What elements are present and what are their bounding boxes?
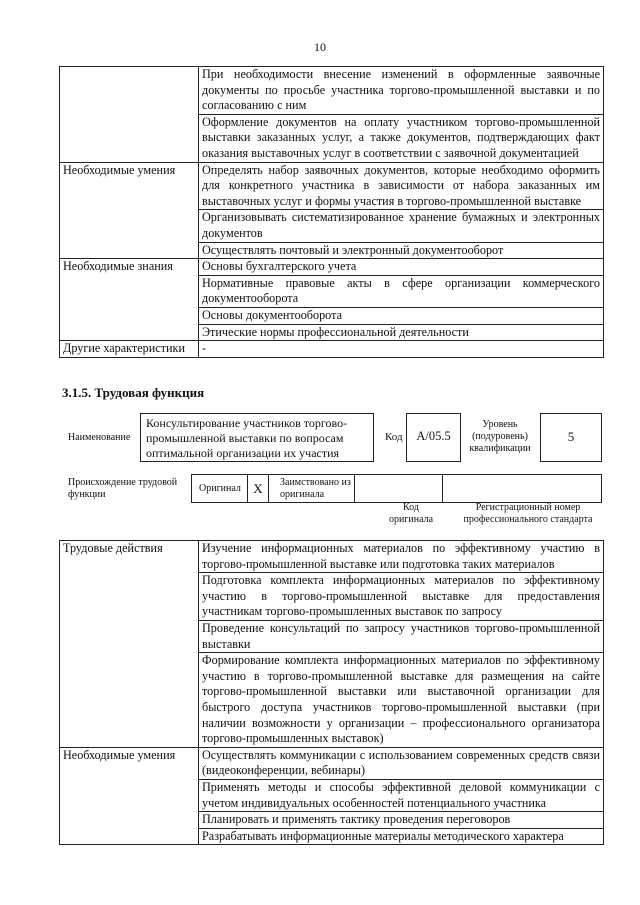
row-label-knowledge: Необходимые знания (60, 259, 199, 341)
level-value-box: 5 (540, 413, 602, 462)
row-cell: Формирование комплекта информационных материалов по эффективному участию в торгово-промышленной выставке для размещения на сайте торгово-промышленной выставки или выставочной организации для быстрого доступа участников торгово-промышленной выставки (при наличии возможности у организации – профессионального организатора торгово-промышленных выставок) (199, 653, 604, 748)
competency-table-continued (59, 66, 604, 358)
row-cell: При необходимости внесение изменений в оформленные заявочные документы по просьбе участника торгово-промышленной выставки и по согласованию с ним (199, 67, 604, 115)
row-cell: Организовывать систематизированное хранение бумажных и электронных документов (199, 210, 604, 242)
table-row (60, 747, 604, 779)
row-label (60, 67, 199, 163)
table-row (60, 162, 604, 210)
original-cell (191, 474, 248, 503)
code-original-label: Код оригинала (388, 502, 434, 525)
table-row (60, 541, 604, 573)
table-row (60, 67, 604, 115)
row-label-other: Другие характеристики (60, 341, 199, 358)
row-cell: Этические нормы профессиональной деятельности (199, 324, 604, 341)
original-label: Оригинал (199, 483, 241, 494)
section-title: 3.1.5. Трудовая функция (62, 385, 205, 400)
row-cell: Основы бухгалтерского учета (199, 259, 604, 276)
borrowed-cell (268, 474, 355, 503)
page-number: 10 (314, 40, 326, 54)
code-original-cell (354, 474, 443, 503)
row-cell: - (199, 341, 604, 358)
row-cell: Осуществлять коммуникации с использованием современных средств связи (видеоконференции, вебинары) (199, 747, 604, 779)
level-label: Уровень (подуровень) квалификации (469, 419, 531, 454)
row-cell: Проведение консультаций по запросу участников торгово-промышленной выставки (199, 620, 604, 652)
function-name-box: Консультирование участников торгово-промышленной выставки по вопросам оптимальной организации их участия (140, 413, 374, 462)
row-label-skills: Необходимые умения (60, 747, 199, 845)
row-cell: Применять методы и способы эффективной деловой коммуникации с учетом индивидуальных особенностей потенциального участника (199, 779, 604, 811)
row-cell: Изучение информационных материалов по эффективному участию в торгово-промышленной выставке или подготовка таких материалов (199, 541, 604, 573)
row-cell: Подготовка комплекта информационных материалов по эффективному участию в торгово-промышленной выставке для предоставления участникам торгово-промышленных выставок по запросу (199, 573, 604, 621)
row-cell: Осуществлять почтовый и электронный документооборот (199, 242, 604, 259)
row-cell: Планировать и применять тактику проведения переговоров (199, 812, 604, 829)
original-mark-cell: X (247, 474, 269, 503)
row-label-skills: Необходимые умения (60, 162, 199, 259)
row-cell: Оформление документов на оплату участником торгово-промышленной выставки заказанных услуг, а также документов, подтверждающих факт оказания выставочных услуг в соответствии с заявочной документацией (199, 114, 604, 162)
table-row (60, 341, 604, 358)
labor-function-table (59, 540, 604, 845)
row-cell: Основы документооборота (199, 307, 604, 324)
code-value-box: А/05.5 (406, 413, 461, 462)
row-cell: Определять набор заявочных документов, которые необходимо оформить для конкретного участника в зависимости от набора заказанных им выставочных услуг и формы участия в торгово-промышленной выставке (199, 162, 604, 210)
code-label: Код (385, 431, 403, 443)
borrowed-label: Заимствовано из оригинала (280, 477, 351, 500)
row-cell: Нормативные правовые акты в сфере организации коммерческого документооборота (199, 275, 604, 307)
reg-number-label: Регистрационный номер профессионального стандарта (463, 502, 593, 525)
row-label-actions: Трудовые действия (60, 541, 199, 748)
name-label: Наименование (68, 432, 131, 443)
reg-number-cell (442, 474, 602, 503)
row-cell: Разрабатывать информационные материалы методического характера (199, 828, 604, 845)
table-row (60, 259, 604, 276)
origin-label: Происхождение трудовой функции (68, 477, 178, 500)
